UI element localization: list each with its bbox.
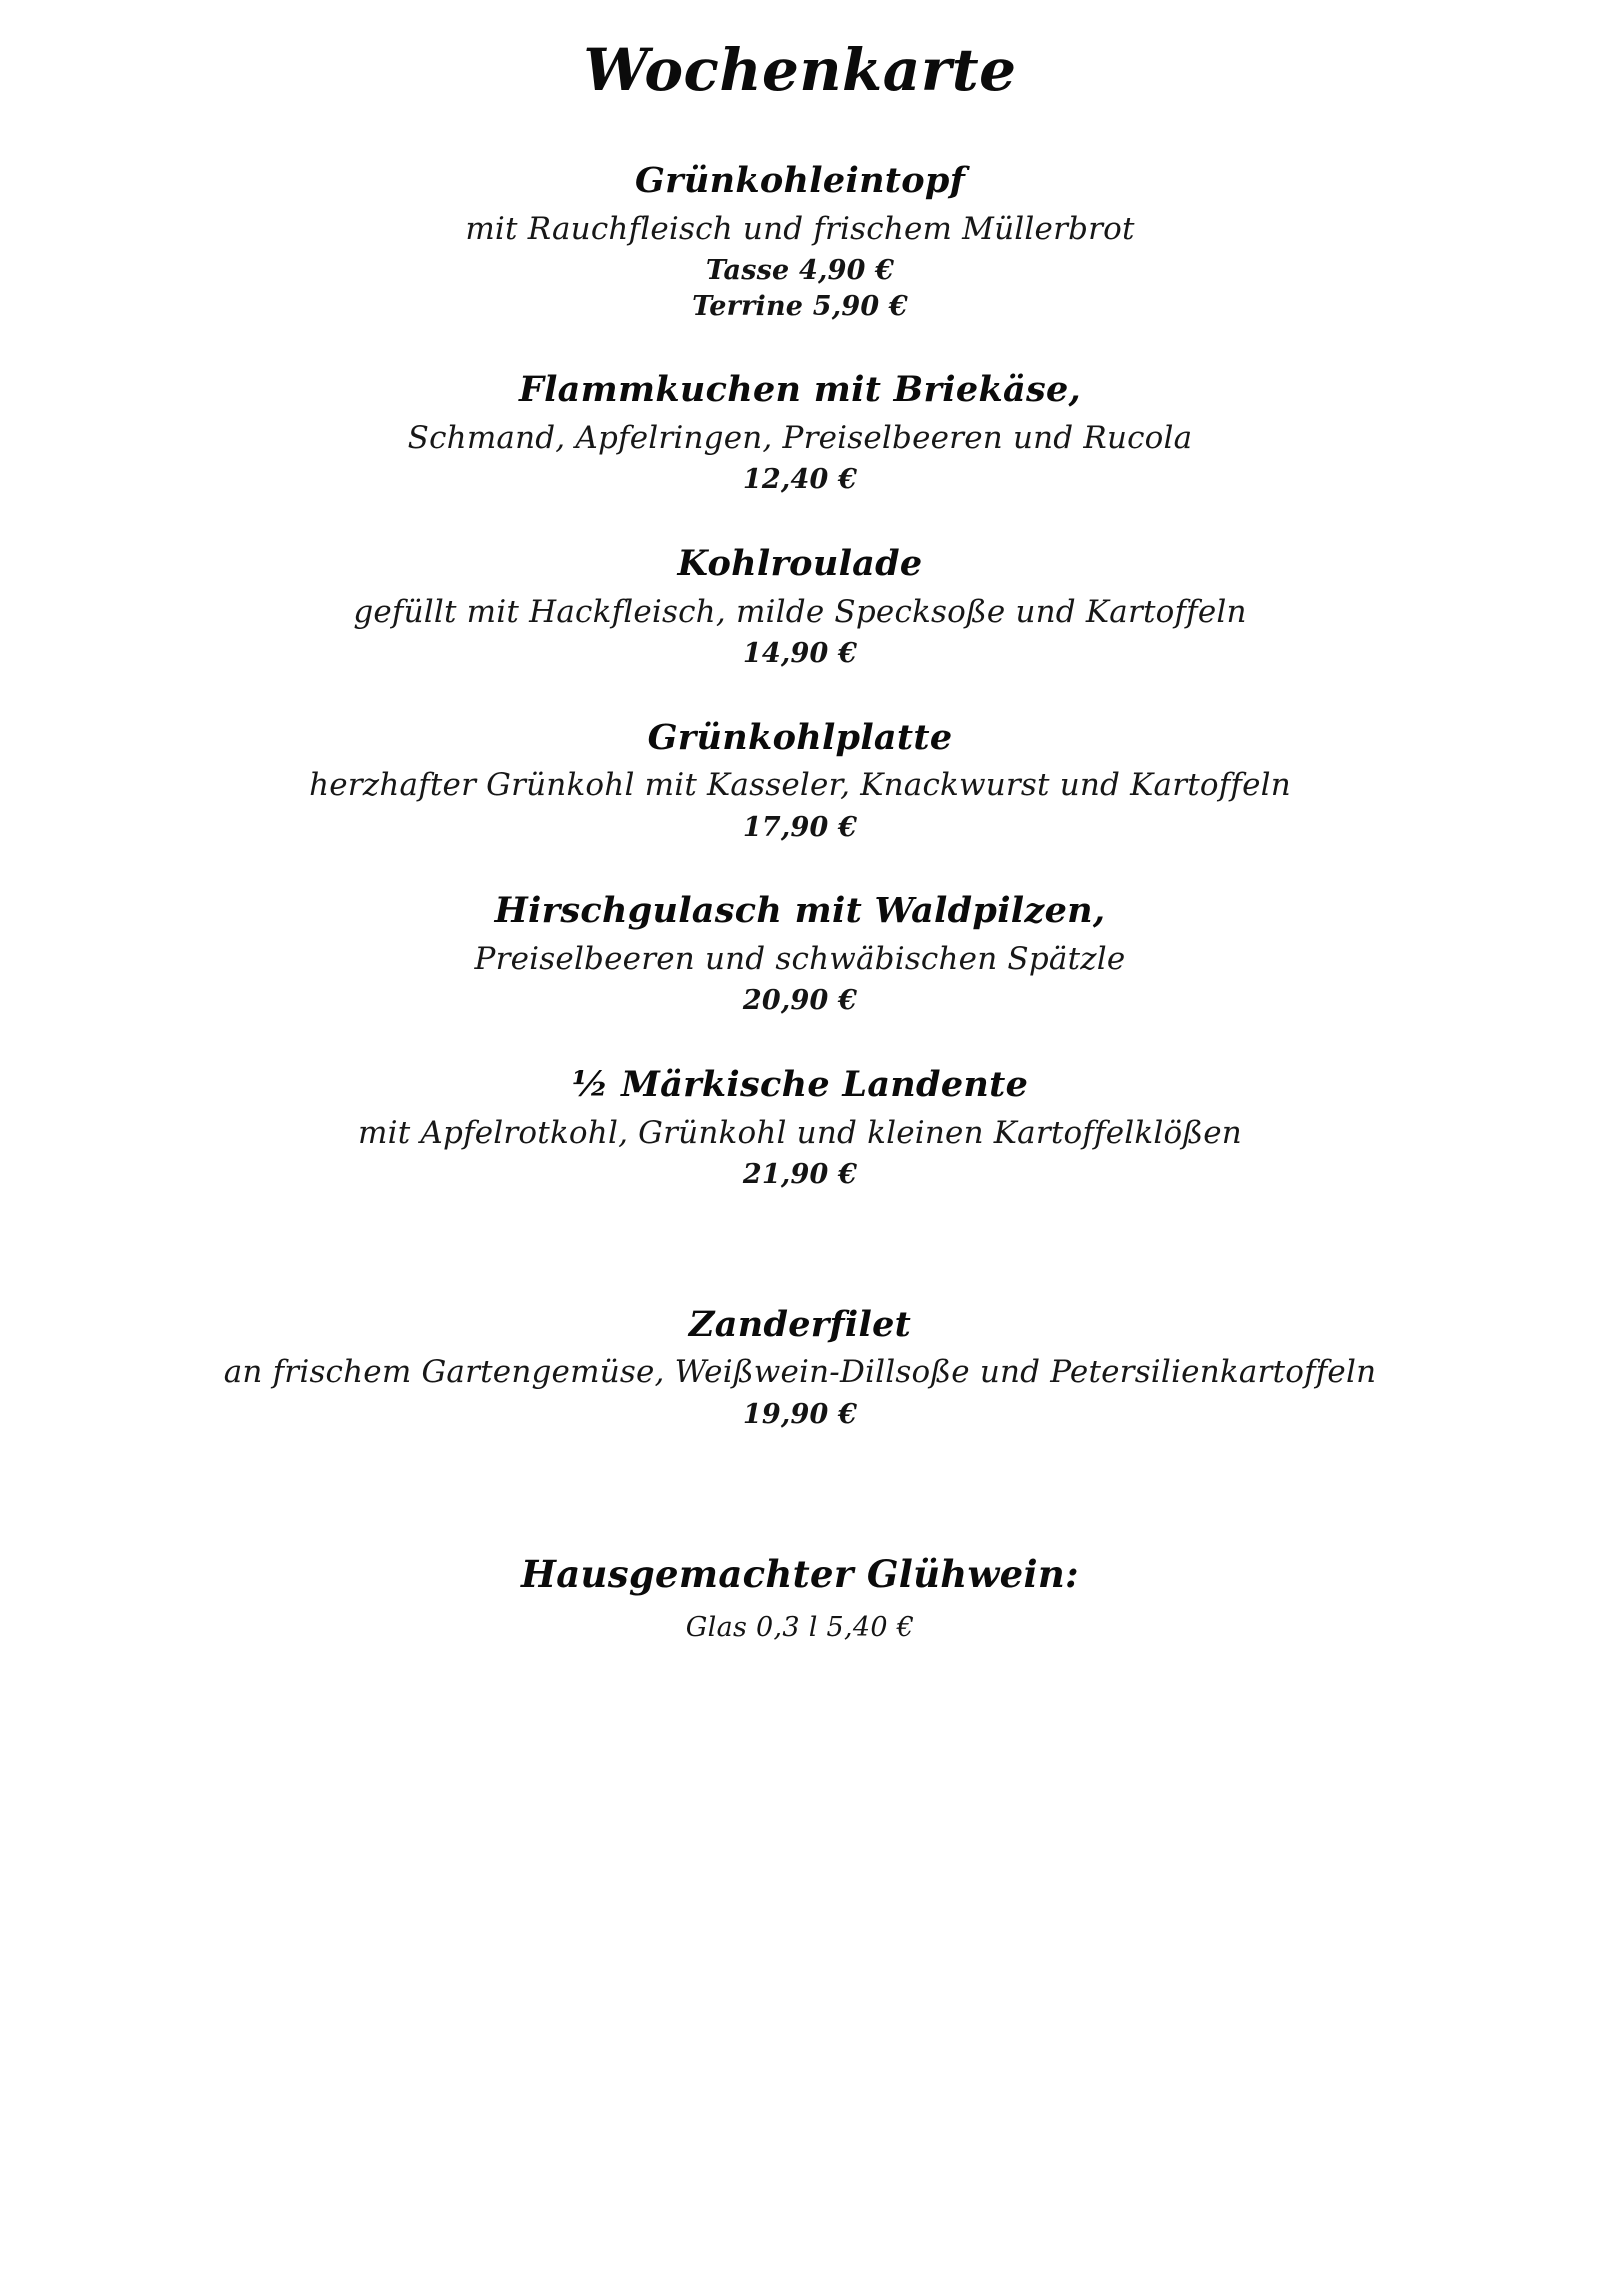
menu-item-price: 17,90 € (742, 811, 858, 843)
menu-item-description: mit Apfelrotkohl, Grünkohl und kleinen Kartoffelklößen (358, 1114, 1242, 1151)
menu-item (90, 159, 1510, 324)
menu-item-description: herzhafter Grünkohl mit Kasseler, Knackwurst und Kartoffeln (309, 767, 1291, 804)
drink-section (90, 1552, 1510, 1643)
menu-item-price: Tasse 4,90 € (705, 254, 895, 286)
menu-item-list (90, 159, 1510, 1542)
menu-item-name: Zanderfilet (688, 1303, 912, 1345)
menu-item-name: ½ Märkische Landente (571, 1063, 1029, 1105)
menu-item-name: Hirschgulasch mit Waldpilzen, (494, 890, 1106, 932)
menu-item-description: mit Rauchfleisch und frischem Müllerbrot (465, 210, 1135, 247)
page-title: Wochenkarte (583, 36, 1017, 104)
drink-title: Hausgemachter Glühwein: (521, 1552, 1079, 1597)
menu-item-description: gefüllt mit Hackfleisch, milde Specksoße und Kartoffeln (353, 593, 1247, 630)
menu-item-name: Kohlroulade (677, 542, 923, 584)
menu-item (90, 716, 1510, 846)
menu-item (90, 1303, 1510, 1433)
menu-item-price: 19,90 € (742, 1398, 858, 1430)
menu-item-price: 20,90 € (742, 985, 858, 1017)
menu-item-name: Grünkohlplatte (647, 716, 953, 758)
menu-item (90, 368, 1510, 498)
menu-item-name: Flammkuchen mit Briekäse, (518, 369, 1082, 411)
menu-item-price: 14,90 € (742, 637, 858, 669)
menu-item (90, 1063, 1510, 1193)
menu-item-description: Preiselbeeren und schwäbischen Spätzle (474, 940, 1126, 977)
menu-item-price-secondary: Terrine 5,90 € (692, 290, 908, 322)
menu-item (90, 542, 1510, 672)
menu-item-price: 12,40 € (742, 464, 858, 496)
menu-item-price: 21,90 € (742, 1158, 858, 1190)
menu-item-name: Grünkohleintopf (634, 159, 966, 201)
menu-item (90, 889, 1510, 1019)
menu-item-description: Schmand, Apfelringen, Preiselbeeren und Rucola (407, 419, 1193, 456)
drink-price: Glas 0,3 l 5,40 € (685, 1612, 915, 1644)
menu-item-description: an frischem Gartengemüse, Weißwein-Dillsoße und Petersilienkartoffeln (223, 1354, 1377, 1391)
